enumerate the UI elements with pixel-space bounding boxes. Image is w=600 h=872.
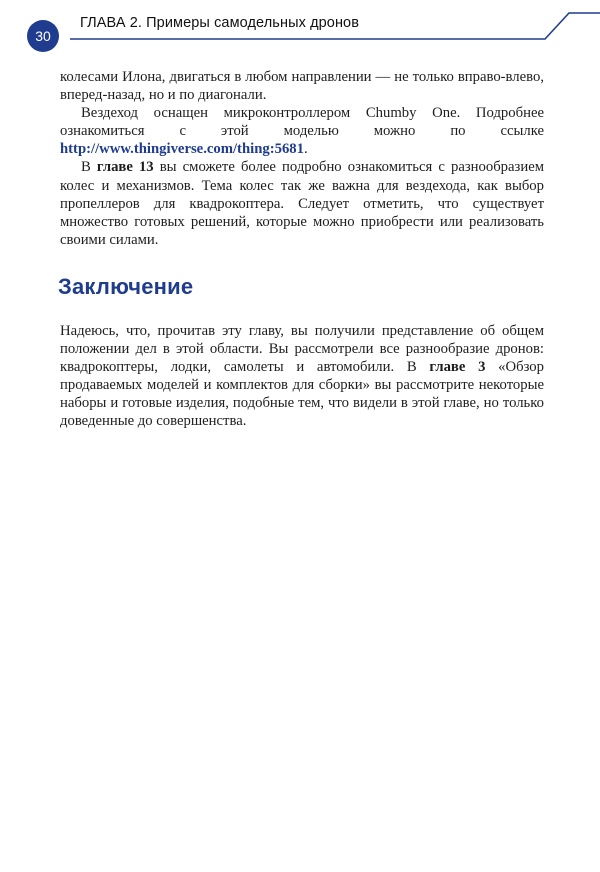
paragraph-4 — [60, 322, 544, 431]
chapter-13-reference: главе 13 — [96, 159, 154, 176]
paragraph-4-end: «Обзор продаваемых моделей и комплектов для сборки» вы рассмотрите некоторые наборы и готовые изделия, подобные тем, что видели в этой главе, но только доведенные до совершенства. — [60, 359, 544, 430]
paragraph-3-prefix: В — [81, 159, 97, 176]
page-number-badge: 30 — [27, 20, 59, 52]
section-title: Заключение — [58, 273, 194, 299]
paragraph-4-text: Надеюсь, что, прочитав эту главу, вы получили представление об общем положении дел в этой области. Вы рассмотрели все разнообразие дронов: квадрокоптеры, лодки, самолеты и автомобили. В — [60, 322, 544, 376]
thingiverse-link[interactable]: http://www.thingiverse.com/thing:5681 — [60, 141, 304, 158]
paragraph-2 — [60, 104, 544, 158]
paragraph-3-text: вы сможете более подробно ознакомиться с разнообразием колес и механизмов. Тема колес так же важна для вездехода, как выбор пропеллеров для квадрокоптера. Следует отметить, что существует множество готовых решений, которые можно приобрести или реализовать своими силами. — [60, 159, 545, 248]
paragraph-3 — [60, 158, 544, 248]
paragraph-2-end: . — [303, 141, 308, 158]
page-content — [60, 68, 544, 431]
paragraph-2-text: Вездеход оснащен микроконтроллером Chumby One. Подробнее ознакомиться с этой моделью можно по ссылке — [60, 105, 544, 140]
chapter-3-reference: главе 3 — [429, 359, 486, 376]
running-title: ГЛАВА 2. Примеры самодельных дронов — [80, 15, 360, 31]
paragraph-1: колесами Илона, двигаться в любом направлении — не только вправо-влево, вперед-назад, но и по диагонали. — [60, 69, 544, 104]
